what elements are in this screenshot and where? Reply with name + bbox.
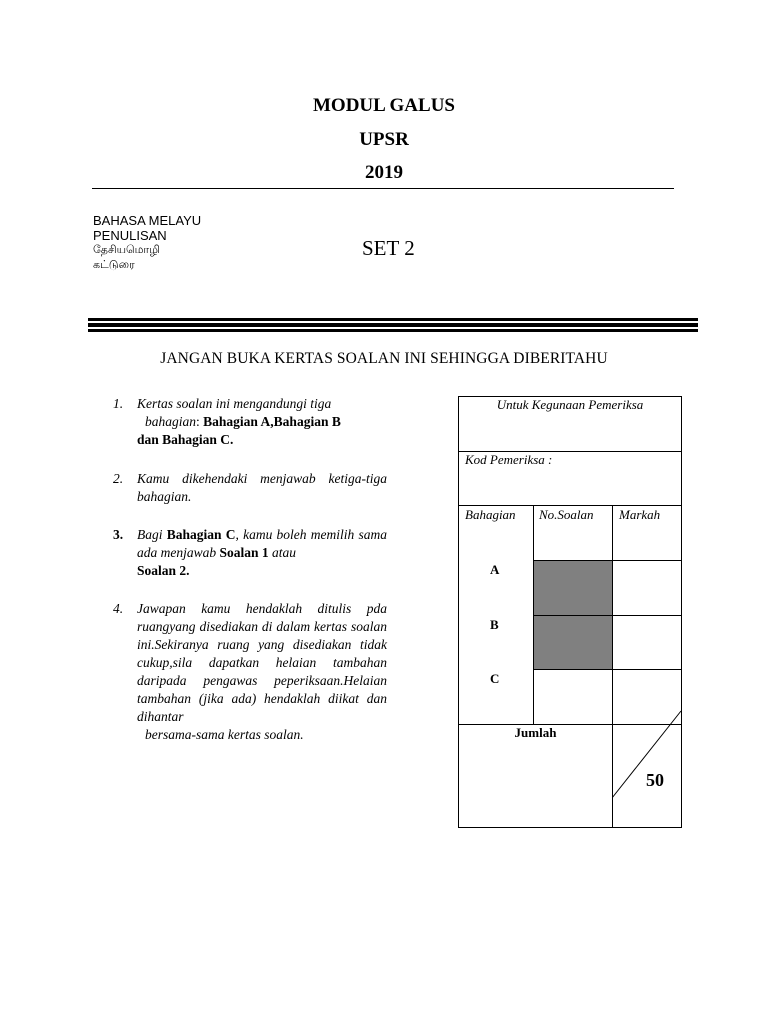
heavy-rule-middle bbox=[88, 323, 698, 327]
instruction-text: atau bbox=[268, 545, 297, 560]
subject-line-1: BAHASA MELAYU bbox=[93, 213, 202, 228]
examiner-box bbox=[458, 396, 682, 828]
subject-line-3: தேசியமொழி bbox=[93, 244, 161, 256]
subject-line-4: கட்டுரை bbox=[93, 259, 135, 271]
instruction-number: 1. bbox=[113, 396, 124, 411]
instruction-text: Jawapan kamu hendaklah ditulis pda ruangyang disediakan di dalam kertas soalan ini.Sekiranya ruang yang disediakan tidak cukup,sila dapatkan helaian tambahan daripada pengawas peperiksaan.Helaian tambahan (jika ada) hendaklah diikat dan dihantar bbox=[137, 601, 387, 724]
row-divider bbox=[533, 669, 681, 670]
instruction-text: Bagi bbox=[137, 527, 167, 542]
instruction-text: Bahagian A,Bahagian B bbox=[203, 414, 341, 429]
instruction-text: dan Bahagian C. bbox=[137, 432, 234, 447]
set-label: SET 2 bbox=[362, 236, 415, 260]
column-header-question: No.Soalan bbox=[539, 507, 594, 522]
instruction-1 bbox=[113, 395, 387, 449]
exam-name: UPSR bbox=[359, 129, 409, 150]
column-header-marks: Markah bbox=[619, 507, 661, 522]
warning-text: JANGAN BUKA KERTAS SOALAN INI SEHINGGA DIBERITAHU bbox=[160, 350, 608, 367]
document-title: MODUL GALUS bbox=[313, 95, 455, 116]
row-label-b: B bbox=[490, 617, 499, 632]
instruction-text: , kamu boleh memilih sama ada menjawab bbox=[137, 527, 387, 560]
instruction-2 bbox=[113, 470, 387, 506]
heavy-rule-top bbox=[88, 318, 698, 321]
row-label-a: A bbox=[490, 562, 500, 577]
instruction-number: 3. bbox=[113, 527, 124, 542]
instruction-number: 4. bbox=[113, 601, 124, 616]
instruction-3 bbox=[113, 526, 387, 580]
instruction-text: bahagian bbox=[145, 414, 197, 429]
instruction-text: Kamu dikehendaki menjawab ketiga-tiga bahagian. bbox=[137, 471, 387, 504]
heavy-rule-bottom bbox=[88, 329, 698, 332]
instruction-text: Soalan 1 bbox=[219, 545, 269, 560]
instruction-text: : bbox=[196, 414, 204, 429]
subject-line-2: PENULISAN bbox=[93, 228, 167, 243]
examiner-box-title: Untuk Kegunaan Pemeriksa bbox=[496, 397, 644, 412]
instruction-4 bbox=[113, 600, 387, 744]
shaded-cell-a bbox=[534, 561, 612, 615]
instruction-text: Bahagian C bbox=[166, 527, 236, 542]
row-label-c: C bbox=[490, 671, 500, 686]
shaded-cell-b bbox=[534, 616, 612, 669]
exam-year: 2019 bbox=[365, 162, 403, 183]
total-marks: 50 bbox=[646, 770, 664, 790]
instruction-text: Soalan 2. bbox=[137, 563, 190, 578]
instruction-text: bersama-sama kertas soalan. bbox=[145, 727, 304, 742]
header-divider bbox=[92, 188, 674, 189]
examiner-code-label: Kod Pemeriksa : bbox=[465, 452, 553, 467]
column-header-section: Bahagian bbox=[465, 507, 516, 522]
subject-block bbox=[93, 213, 201, 273]
instruction-number: 2. bbox=[113, 471, 124, 486]
instruction-text: Kertas soalan ini mengandungi tiga bbox=[137, 396, 332, 411]
total-label: Jumlah bbox=[514, 725, 557, 740]
row-divider bbox=[459, 505, 681, 506]
